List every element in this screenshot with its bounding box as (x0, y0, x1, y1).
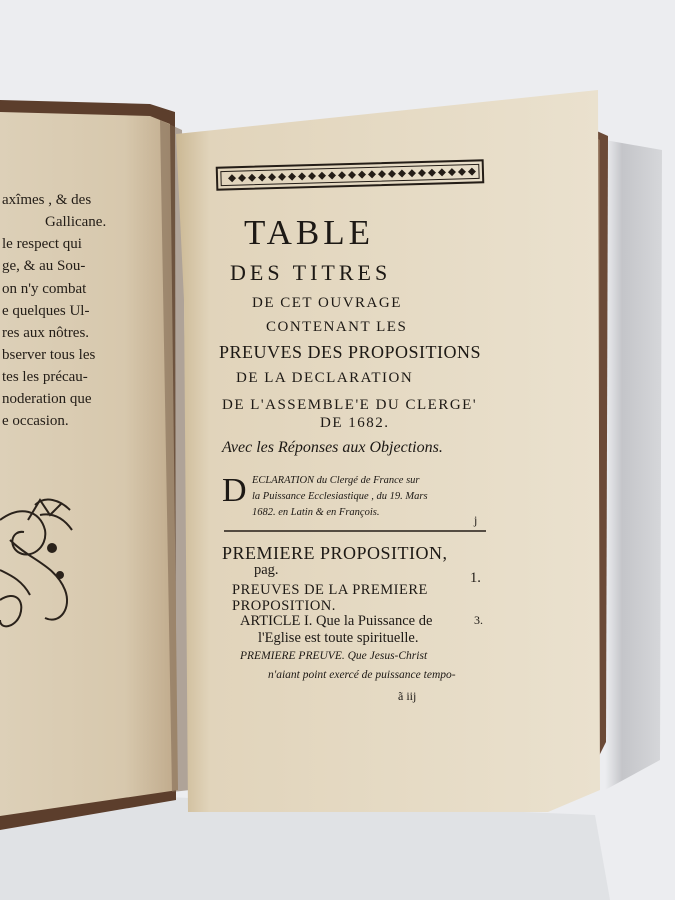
premiere-preuve-line: n'aiant point exercé de puissance tempo- (268, 669, 456, 681)
article-line: l'Eglise est toute spirituelle. (258, 630, 419, 646)
left-line: le respect qui (2, 236, 82, 252)
left-line: noderation que (2, 391, 92, 407)
article-line: ARTICLE I. Que la Puissance de (240, 613, 433, 629)
preuves-line: PREUVES DE LA PREMIERE (232, 582, 428, 598)
subtitle-line: DE LA DECLARATION (236, 370, 414, 386)
subtitle-line: DE 1682. (320, 415, 390, 431)
article-page: 3. (474, 613, 483, 627)
pag-label: pag. (254, 562, 279, 578)
declaration-page-ref: j (474, 513, 478, 527)
preuves-line: PROPOSITION. (232, 598, 336, 614)
declaration-line: 1682. en Latin & en François. (252, 507, 380, 518)
subtitle-line: DE CET OUVRAGE (252, 295, 402, 311)
subtitle-line: DE L'ASSEMBLE'E DU CLERGE' (222, 397, 478, 413)
declaration-line: ECLARATION du Clergé de France sur (252, 475, 420, 486)
title-des-titres: DES TITRES (230, 260, 392, 285)
left-line: axîmes , & des (2, 192, 92, 208)
subtitle-line: CONTENANT LES (266, 319, 408, 335)
signature-mark: ã iij (398, 689, 417, 703)
title-table: TABLE (244, 213, 374, 252)
left-line: e quelques Ul- (2, 303, 90, 319)
subtitle-line: PREUVES DES PROPOSITIONS (219, 342, 482, 362)
left-line: bserver tous les (2, 347, 96, 363)
premiere-proposition: PREMIERE PROPOSITION, (222, 543, 448, 563)
declaration-line: la Puissance Ecclesiastique , du 19. Mars (252, 491, 428, 502)
left-line: e occasion. (2, 413, 69, 429)
pag-number: 1. (470, 570, 481, 586)
declaration-drop-cap: D (222, 472, 247, 509)
left-line: ge, & au Sou- (2, 258, 86, 274)
premiere-preuve-line: PREMIERE PREUVE. Que Jesus-Christ (240, 650, 428, 662)
left-line: Gallicane. (45, 214, 107, 230)
replies-line: Avec les Réponses aux Objections. (222, 439, 443, 456)
left-line: tes les précau- (2, 369, 88, 385)
left-line: res aux nôtres. (2, 325, 90, 341)
left-line: on n'y combat (2, 281, 87, 297)
